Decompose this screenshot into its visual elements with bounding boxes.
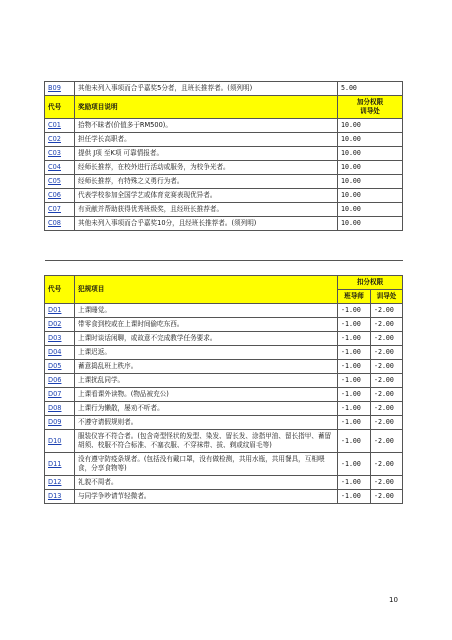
item-description: 上课看课外读物。(物品被充公) [75,388,338,402]
points-value: 10.00 [338,217,403,231]
table-row [45,490,403,504]
item-code: D10 [45,430,75,453]
item-description: 提供 J项 至K项 可靠情报者。 [75,147,338,161]
points-value: 10.00 [338,161,403,175]
table-row [45,388,403,402]
item-description: 代表学校参加全国学艺或体育竞赛表现优异者。 [75,189,338,203]
points-value: 5.00 [338,82,403,96]
teacher-deduction: -1.00 [338,476,371,490]
table-row [45,332,403,346]
item-description: 上课扰乱同学。 [75,374,338,388]
table-row [45,374,403,388]
office-deduction: -2.00 [371,416,403,430]
header-authority: 加分权限 训导处 [338,96,403,119]
item-code: D13 [45,490,75,504]
item-code: D05 [45,360,75,374]
item-code: C01 [45,119,75,133]
item-code: D03 [45,332,75,346]
item-description: 上课睡觉。 [75,304,338,318]
table-row [45,119,403,133]
item-description: 没有遵守防疫条规者。(包括没有戴口罩，没有做检测，共用水瓶，共用餐具，互相喂食，分享食物等) [75,453,338,476]
item-description: 上课行为懒散，屡劝不听者。 [75,402,338,416]
points-value: 10.00 [338,119,403,133]
table-row [45,318,403,332]
teacher-deduction: -1.00 [338,374,371,388]
item-code: D01 [45,304,75,318]
table-row [45,82,403,96]
item-code: D07 [45,388,75,402]
table-row [45,133,403,147]
item-code: D11 [45,453,75,476]
office-deduction: -2.00 [371,318,403,332]
item-description: 担任学长高职者。 [75,133,338,147]
office-deduction: -2.00 [371,388,403,402]
teacher-deduction: -1.00 [338,453,371,476]
item-description: 经师长推荐，有特殊之义勇行为者。 [75,175,338,189]
item-code: D08 [45,402,75,416]
header-code: 代号 [45,96,75,119]
teacher-deduction: -1.00 [338,318,371,332]
office-deduction: -2.00 [371,346,403,360]
table-row [45,147,403,161]
item-code: D02 [45,318,75,332]
points-value: 10.00 [338,147,403,161]
item-description: 服装仪容不符合者。(包含奇型怪状的发型、染发、留长发、涂指甲油、留长指甲、蓄留胡须、校服不符合标准、不塞衣服、不穿袜带、拔、剃或纹眉毛等) [75,430,338,453]
item-code: B09 [45,82,75,96]
table-row [45,430,403,453]
table-header-row [45,96,403,119]
office-deduction: -2.00 [371,304,403,318]
item-description: 其他未列入事项而合乎嘉奖10分，且经班长推荐者。(须列明) [75,217,338,231]
reward-table [44,81,403,231]
header-authority: 扣分权限 [338,276,403,290]
table-row [45,346,403,360]
table-row [45,402,403,416]
item-description: 上课时谈话闲聊，或故意不完成教学任务要求。 [75,332,338,346]
item-description: 其他未列入事项而合乎嘉奖5分者，且班长推荐者。(须列明) [75,82,338,96]
office-deduction: -2.00 [371,490,403,504]
table-header-row [45,276,403,290]
teacher-deduction: -1.00 [338,430,371,453]
office-deduction: -2.00 [371,374,403,388]
item-description: 蓄意捣乱班上秩序。 [75,360,338,374]
item-code: C08 [45,217,75,231]
office-deduction: -2.00 [371,360,403,374]
table-row [45,476,403,490]
item-code: C02 [45,133,75,147]
points-value: 10.00 [338,175,403,189]
teacher-deduction: -1.00 [338,402,371,416]
points-value: 10.00 [338,189,403,203]
office-deduction: -2.00 [371,402,403,416]
table-row [45,360,403,374]
item-description: 上课迟返。 [75,346,338,360]
teacher-deduction: -1.00 [338,332,371,346]
item-description: 拾物不昧者(价值多于RM500)。 [75,119,338,133]
office-deduction: -2.00 [371,476,403,490]
teacher-deduction: -1.00 [338,416,371,430]
page-number: 10 [389,596,398,604]
header-office: 训导处 [371,290,403,304]
spacer-row [45,261,403,276]
office-deduction: -2.00 [371,453,403,476]
item-code: C07 [45,203,75,217]
table-row [45,161,403,175]
office-deduction: -2.00 [371,332,403,346]
table-row [45,175,403,189]
item-description: 不遵守请假规则者。 [75,416,338,430]
points-value: 10.00 [338,203,403,217]
item-code: D12 [45,476,75,490]
item-code: C04 [45,161,75,175]
table-row [45,453,403,476]
header-item: 奖励项目说明 [75,96,338,119]
item-description: 经师长推荐，在校外进行活动或服务，为校争光者。 [75,161,338,175]
teacher-deduction: -1.00 [338,360,371,374]
item-description: 礼貌不周者。 [75,476,338,490]
item-code: D04 [45,346,75,360]
teacher-deduction: -1.00 [338,304,371,318]
item-description: 带零食到校或在上课时间偷吃东西。 [75,318,338,332]
table-row [45,217,403,231]
item-description: 与同学争吵请节轻微者。 [75,490,338,504]
item-code: C06 [45,189,75,203]
teacher-deduction: -1.00 [338,490,371,504]
table-row [45,189,403,203]
header-item: 犯规项目 [75,276,338,304]
item-code: D06 [45,374,75,388]
points-value: 10.00 [338,133,403,147]
item-code: D09 [45,416,75,430]
penalty-table [44,260,403,504]
teacher-deduction: -1.00 [338,388,371,402]
table-row [45,203,403,217]
office-deduction: -2.00 [371,430,403,453]
header-code: 代号 [45,276,75,304]
item-description: 有贡献并帮助获得优秀班级奖，且经班长推荐者。 [75,203,338,217]
item-code: C03 [45,147,75,161]
table-row [45,304,403,318]
item-code: C05 [45,175,75,189]
teacher-deduction: -1.00 [338,346,371,360]
table-row [45,416,403,430]
header-teacher: 班导师 [338,290,371,304]
